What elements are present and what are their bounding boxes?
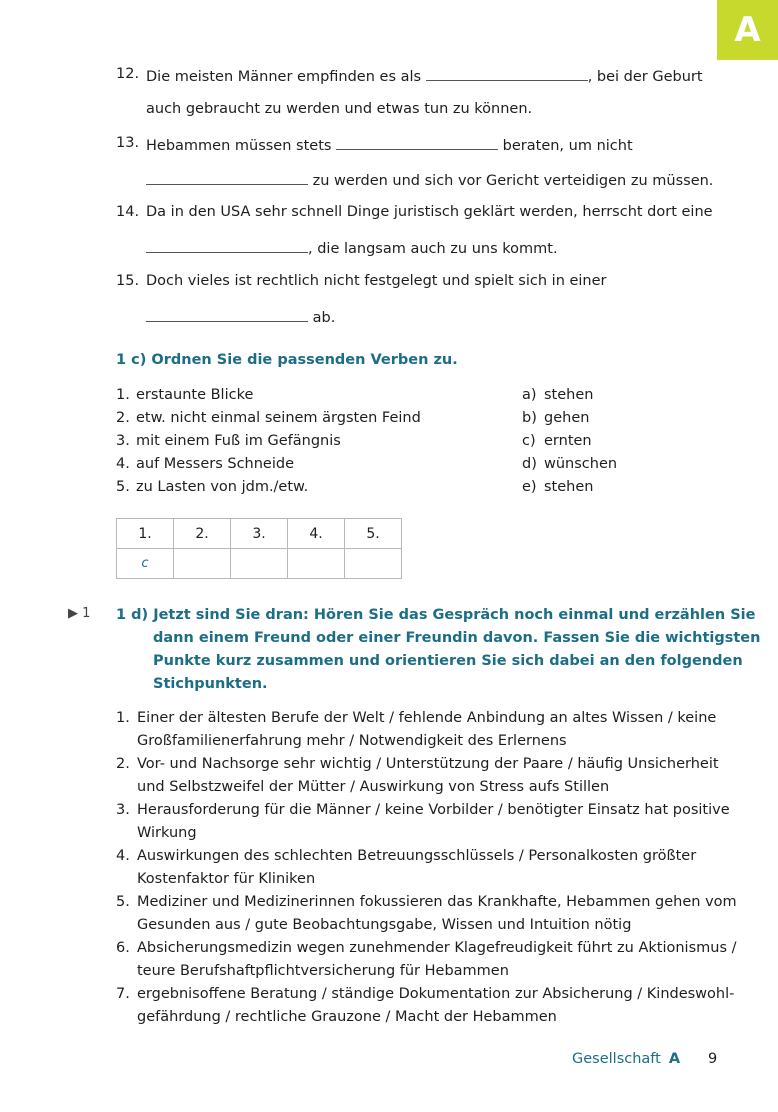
answer-cell[interactable] bbox=[345, 549, 402, 579]
point-item: 2. Vor- und Nachsorge sehr wichtig / Unterstützung der Paare / häufig Unsicherheit und Selbstzweifel der Mütter / Auswirkung von Stress aufs Stillen bbox=[116, 756, 719, 795]
audio-track-marker[interactable]: ▶ 1 bbox=[68, 606, 91, 621]
answer-cell[interactable] bbox=[174, 549, 231, 579]
phrase-item: 1. erstaunte Blicke bbox=[116, 387, 254, 403]
table-header: 1. bbox=[117, 519, 174, 549]
table-header: 4. bbox=[288, 519, 345, 549]
verb-option: a) stehen bbox=[522, 387, 594, 403]
exercise-1c-heading: 1 c) Ordnen Sie die passenden Verben zu. bbox=[116, 352, 458, 368]
phrase-item: 2. etw. nicht einmal seinem ärgsten Feind bbox=[116, 410, 421, 426]
question-number: 12. bbox=[116, 66, 140, 82]
table-header: 3. bbox=[231, 519, 288, 549]
phrase-item: 5. zu Lasten von jdm./etw. bbox=[116, 479, 309, 495]
question-number: 14. bbox=[116, 204, 140, 220]
answer-blank[interactable] bbox=[146, 238, 308, 253]
verb-option: d) wünschen bbox=[522, 456, 618, 472]
answer-cell[interactable]: c bbox=[117, 549, 174, 579]
footer-section: Gesellschaft A bbox=[572, 1051, 681, 1067]
point-item: 5. Mediziner und Medizinerinnen fokussieren das Krankhafte, Hebammen gehen vom Gesunden aus / gute Beobachtungsgabe, Wissen und Intuition nötig bbox=[116, 894, 737, 933]
point-item: 3. Herausforderung für die Männer / keine Vorbilder / benötigter Einsatz hat positive Wirkung bbox=[116, 802, 730, 841]
answer-blank[interactable] bbox=[146, 170, 308, 185]
point-item: 7. ergebnisoffene Beratung / ständige Dokumentation zur Absicherung / Kindeswohl- gefährdung / rechtliche Grauzone / Macht der Hebammen bbox=[116, 986, 735, 1025]
table-header: 2. bbox=[174, 519, 231, 549]
answer-cell[interactable] bbox=[231, 549, 288, 579]
answer-blank[interactable] bbox=[336, 135, 498, 150]
verb-option: e) stehen bbox=[522, 479, 594, 495]
answer-table bbox=[116, 518, 402, 579]
question-number: 15. bbox=[116, 273, 140, 289]
point-item: 6. Absicherungsmedizin wegen zunehmender Klagefreudigkeit führt zu Aktionismus / teure Berufshaftpflichtversicherung für Hebammen bbox=[116, 940, 737, 979]
phrase-item: 4. auf Messers Schneide bbox=[116, 456, 295, 472]
verb-option: b) gehen bbox=[522, 410, 590, 426]
exercise-1d-heading: 1 d) Jetzt sind Sie dran: Hören Sie das Gespräch noch einmal und erzählen Sie dann einem Freund oder einer Freundin davon. Fassen Sie die wichtigsten Punkte kurz zusammen und orientieren Sie sich dabei an den folgenden Stichpunkten. bbox=[116, 607, 761, 692]
verb-option: c) ernten bbox=[522, 433, 592, 449]
answer-cell[interactable] bbox=[288, 549, 345, 579]
phrase-item: 3. mit einem Fuß im Gefängnis bbox=[116, 433, 341, 449]
answer-blank[interactable] bbox=[426, 66, 588, 81]
point-item: 4. Auswirkungen des schlechten Betreuungsschlüssels / Personalkosten größter Kostenfaktor für Kliniken bbox=[116, 848, 697, 887]
page-number: 9 bbox=[708, 1051, 718, 1067]
point-item: 1. Einer der ältesten Berufe der Welt / fehlende Anbindung an altes Wissen / keine Großfamilienerfahrung mehr / Notwendigkeit des Erlernens bbox=[116, 710, 717, 749]
table-header: 5. bbox=[345, 519, 402, 549]
question-number: 13. bbox=[116, 135, 140, 151]
section-tab: A bbox=[717, 0, 778, 60]
answer-blank[interactable] bbox=[146, 307, 308, 322]
